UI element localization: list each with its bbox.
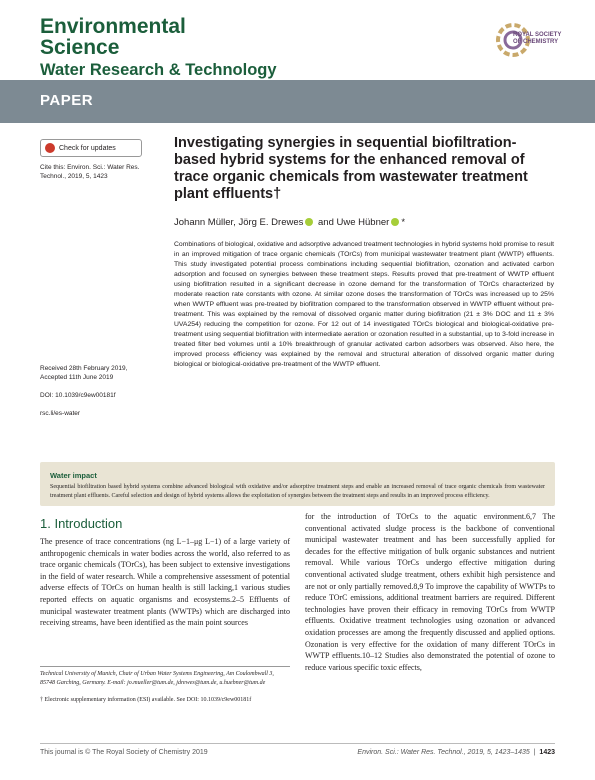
journal-link[interactable]: rsc.li/es-water [40, 410, 81, 417]
footer-citation: Environ. Sci.: Water Res. Technol., 2019, 5, 1423–1435 | 1423 [357, 749, 555, 756]
crossmark-icon [45, 143, 55, 153]
check-updates-label: Check for updates [59, 144, 116, 152]
author-1: Johann Müller, [174, 217, 236, 228]
footnote-affiliation: Technical University of Munich, Chair of Urban Water Systems Engineering, Am Coulombwall 3, 85748 Garching, Germany. E-mail: jo.mueller@tum.de, jdrewes@tum.de, u.huebner@tum.de [40, 671, 274, 686]
footer-journal-cite: Environ. Sci.: Water Res. Technol., 2019, 5, 1423–1435 [357, 749, 530, 756]
doi[interactable]: DOI: 10.1039/c9ew00181f [40, 392, 116, 399]
author-3: and Uwe Hübner [318, 217, 390, 228]
rsc-logo [495, 14, 565, 66]
page-number: 1423 [539, 749, 555, 756]
journal-title-line1: Environmental [40, 15, 186, 38]
cite-this: Cite this: Environ. Sci.: Water Res. Technol., 2019, 5, 1423 [40, 164, 140, 180]
orcid-icon[interactable] [305, 218, 313, 226]
abstract: Combinations of biological, oxidative and adsorptive advanced treatment technologies in hybrid systems hold promise to result in an improved mitigation of trace organic chemicals (TOrCs) from municipal wastewater treatment plant (WWTP) effluents. This study investigated potential process combinations including sequential biofiltration, ozonation and activated carbon adsorption and focused on synergies between these treatment steps. Results proved that pre-treatment of WWTP effluent using biofiltration resulted in a significant decrease in ozone demand for the transformation of TOrCs characterized by moderate reaction rate constants with ozone. At similar ozone doses the transformation of TOrCs was increased up to 25% when WWTP effluent was pre-treated by biofiltration compared to the transformation observed in WWTP effluent without pre-treatment. This was explained by the removal of dissolved organic matter during biofiltration (21 ± 3% DOC and 11 ± 3% UVA254) reducing the competition for ozone. For 12 out of 14 investigated TOrCs biological and biological-oxidative pre-treatment using sequential biofiltration with intermediate aeration or ozonation resulted in a substantial, up to 3-fold increase in treated filter bed volumes until a 10% breakthrough of granular activated carbon adsorbers was observed. Also here, the improved process efficiency was explained by the removal and structural alteration of dissolved organic matter during biological or biological-oxidative pre-treatment of the WWTP effluent. [174, 241, 554, 368]
author-list [174, 217, 405, 228]
article-title: Investigating synergies in sequential biofiltration-based hybrid systems for the enhanced removal of trace organic chemicals from wastewater treatment plant effluents† [174, 135, 528, 202]
journal-title [40, 16, 277, 79]
journal-title-line3: Water Research & Technology [40, 61, 277, 79]
water-impact-box [40, 462, 555, 506]
received-date: Received 28th February 2019, [40, 365, 128, 372]
rsc-logo-text: ROYAL SOCIETY OF CHEMISTRY [513, 32, 562, 45]
water-impact-body: Sequential biofiltration based hybrid systems combine advanced biological with oxidative and/or adsorptive treatment steps and enable an increased removal of trace organic chemicals from wastewater treatment plant effluents. Careful selection and design of hybrid systems allows the exploitation of synergies between the treatment steps and results in an improved process efficiency. [50, 484, 545, 499]
accepted-date: Accepted 11th June 2019 [40, 374, 114, 381]
intro-column-1: The presence of trace concentrations (ng L−1–μg L−1) of a large variety of anthropogenic chemicals in water bodies across the world, also referred to as trace organic chemicals (TOrCs), has been subject to extensive investigations in the field of water research. While a comprehensive assessment of potential adverse effects of TOrCs on human health is still lacking,1 various studies reported effects on aquatic organisms and ecosystems.2–5 Effluents of municipal wastewater treatment plants (WWTPs) which are discharged into receiving streams, have been identified as the main point sources [40, 537, 290, 628]
water-impact-heading: Water impact [50, 471, 97, 480]
footnote-esi: † Electronic supplementary information (ESI) available. See DOI: 10.1039/c9ew00181f [40, 697, 252, 703]
journal-title-line2: Science [40, 36, 120, 59]
check-updates-button[interactable] [40, 139, 142, 157]
footer-copyright: This journal is © The Royal Society of Chemistry 2019 [40, 749, 208, 756]
article-type-band [0, 80, 595, 123]
intro-column-2: for the introduction of TOrCs to the aquatic environment.6,7 The conventional activated sludge process is the backbone of conventional municipal wastewater treatment and has been successfully applied for decades for the effective mitigation of bulk organic substances and nutrient removal. While various TOrCs undergo effective mitigation during conventional activated sludge treatment, others exhibit high persistence and are not or only partially removed.8,9 To improve the capability of WWTPs to reduce TOrC emissions, additional treatment barriers are required. Different technologies have proven their efficacy in removing TOrCs from WWTP effluents. Oxidative treatment technologies using ozonation or advanced oxidation processes are among the frequently discussed and applied options. Ozonation is very effective for the oxidation of many different TOrCs in WWTP effluents.10–12 Studies also demonstrated the potential of ozone to reduce various specific toxic effects, [305, 512, 555, 672]
article-type: PAPER [40, 92, 94, 109]
orcid-icon[interactable] [391, 218, 399, 226]
author-2: Jörg E. Drewes [238, 217, 304, 228]
footnote-divider [40, 666, 290, 667]
section-title: 1. Introduction [40, 516, 123, 531]
corresponding-star: * [401, 217, 406, 228]
footer-divider [40, 743, 555, 744]
